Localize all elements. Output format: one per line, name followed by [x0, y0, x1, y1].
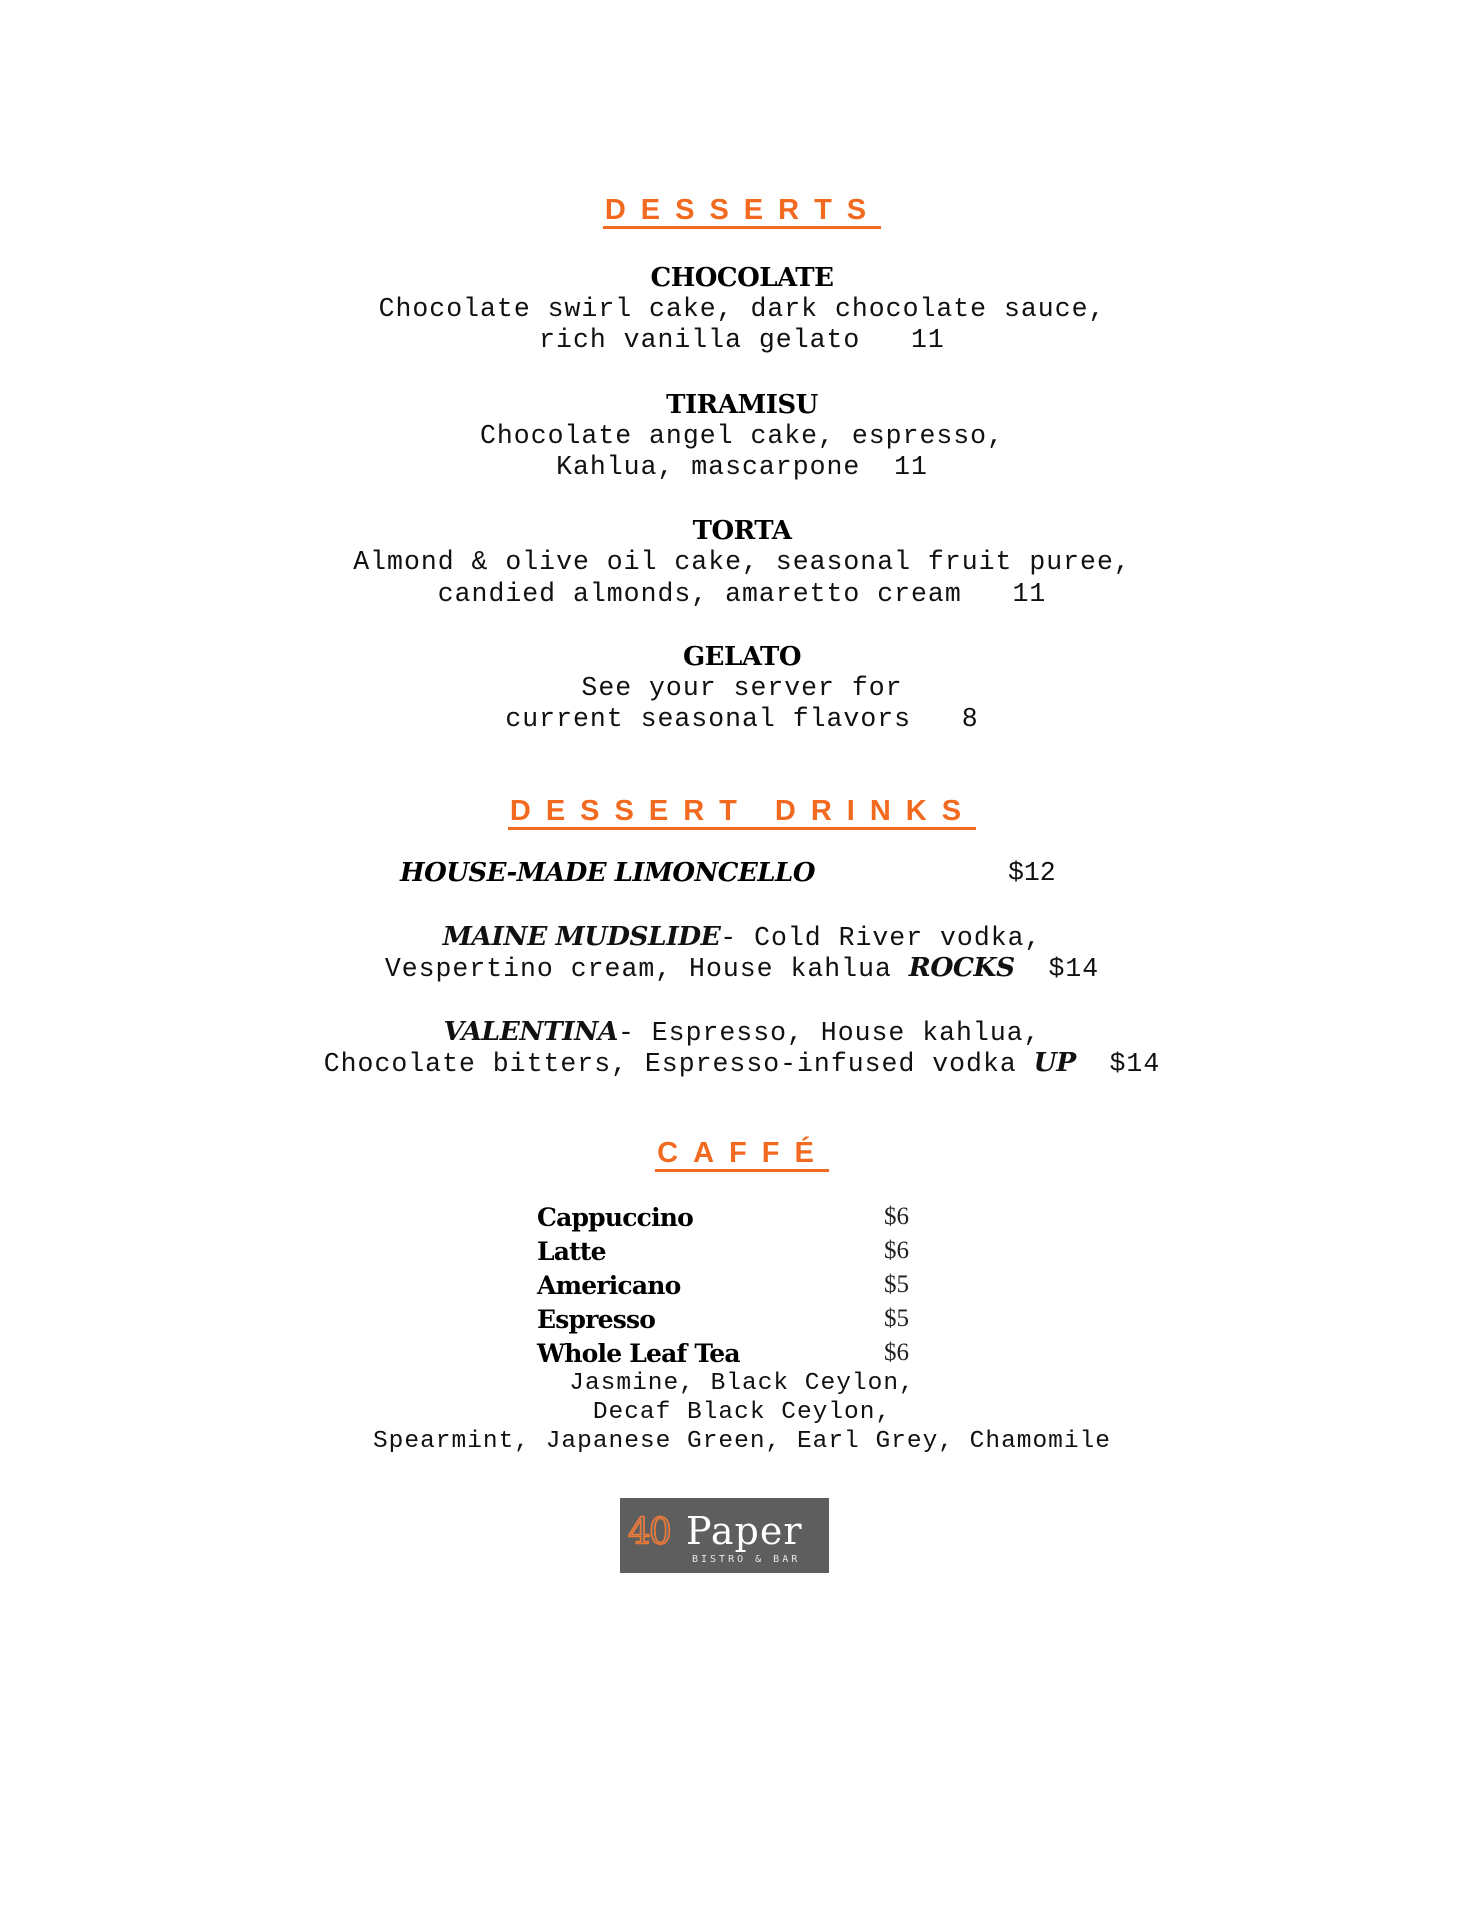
valentina-desc: - Espresso, House kahlua, [617, 1018, 1041, 1048]
limoncello-price: $12 [1008, 858, 1056, 888]
caffe-name: Espresso [537, 1305, 656, 1334]
logo-number: 40 [628, 1512, 670, 1553]
dessert-drinks-title: DESSERT DRINKS [508, 795, 976, 830]
mudslide-name: MAINE MUDSLIDE [442, 921, 721, 952]
valentina-name: VALENTINA [443, 1016, 618, 1047]
mudslide-desc: - Cold River vodka, [720, 923, 1042, 953]
dessert-name-gelato: GELATO [682, 642, 802, 672]
dessert-desc-gelato-2: current seasonal flavors 8 [505, 704, 979, 734]
tea-varieties-2: Decaf Black Ceylon, [592, 1399, 892, 1426]
dessert-name-tiramisu: TIRAMISU [666, 390, 818, 420]
mudslide-desc-2: Vespertino cream, House kahlua [384, 954, 909, 984]
dessert-name-chocolate: CHOCOLATE [650, 263, 834, 293]
caffe-name: Cappuccino [537, 1203, 694, 1232]
valentina-serve: UP [1033, 1047, 1076, 1078]
caffe-price: $6 [884, 1237, 909, 1264]
dessert-desc-gelato-1: See your server for [581, 673, 903, 703]
caffe-name: Latte [537, 1237, 606, 1266]
tea-varieties-1: Jasmine, Black Ceylon, [569, 1370, 915, 1397]
caffe-heading [0, 1137, 1484, 1170]
caffe-price: $6 [884, 1203, 909, 1230]
valentina-desc-2: Chocolate bitters, Espresso-infused vodka [323, 1049, 1034, 1079]
limoncello-name: HOUSE-MADE LIMONCELLO [400, 858, 815, 888]
caffe-price: $5 [884, 1305, 909, 1332]
mudslide-serve: ROCKS [908, 952, 1015, 983]
caffe-title: CAFFÉ [655, 1137, 829, 1172]
desserts-title: DESSERTS [603, 194, 881, 229]
dessert-desc-torta-1: Almond & olive oil cake, seasonal fruit puree, [353, 547, 1131, 577]
tea-varieties-3: Spearmint, Japanese Green, Earl Grey, Chamomile [372, 1428, 1111, 1455]
desserts-heading [0, 194, 1484, 227]
valentina-price: $14 [1075, 1049, 1161, 1079]
dessert-name-torta: TORTA [692, 516, 792, 546]
mudslide-price: $14 [1014, 954, 1100, 984]
caffe-item-whole-leaf-tea [537, 1339, 937, 1371]
dessert-desc-tiramisu-1: Chocolate angel cake, espresso, [480, 421, 1004, 451]
valentina-line-2 [0, 1047, 1484, 1079]
dessert-desc-chocolate-2: rich vanilla gelato 11 [539, 325, 945, 355]
caffe-name: Americano [537, 1271, 681, 1300]
caffe-item-americano [537, 1271, 937, 1303]
caffe-name: Whole Leaf Tea [537, 1339, 740, 1368]
dessert-desc-chocolate-1: Chocolate swirl cake, dark chocolate sauce, [378, 294, 1106, 324]
logo-subtitle: BISTRO & BAR [692, 1554, 801, 1565]
valentina-line-1 [0, 1016, 1484, 1048]
dessert-desc-torta-2: candied almonds, amaretto cream 11 [437, 579, 1047, 609]
dessert-drinks-heading [0, 795, 1484, 828]
mudslide-line-2 [0, 952, 1484, 984]
mudslide-line-1 [0, 921, 1484, 953]
restaurant-logo [620, 1498, 829, 1573]
caffe-item-cappuccino [537, 1203, 937, 1235]
caffe-item-latte [537, 1237, 937, 1269]
dessert-desc-tiramisu-2: Kahlua, mascarpone 11 [556, 452, 928, 482]
logo-word: Paper [686, 1509, 803, 1553]
caffe-price: $5 [884, 1271, 909, 1298]
caffe-price: $6 [884, 1339, 909, 1366]
caffe-item-espresso [537, 1305, 937, 1337]
